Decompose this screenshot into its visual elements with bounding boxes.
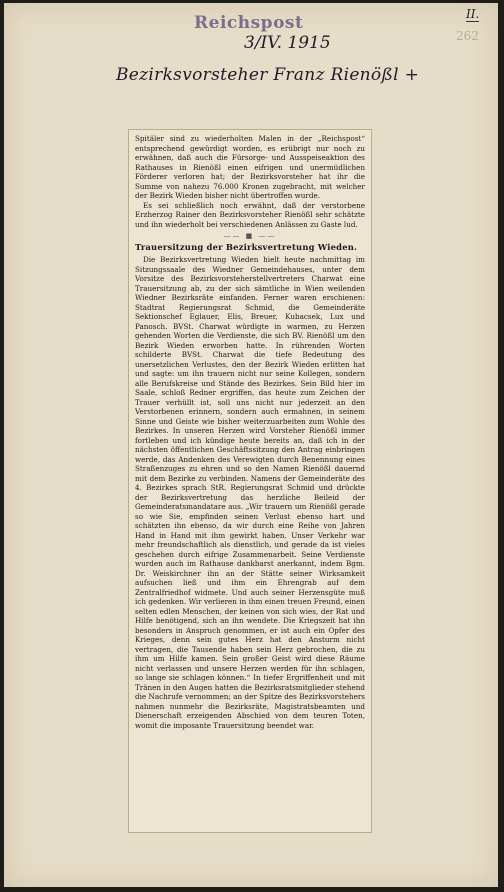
newspaper-clipping [128,129,372,833]
article-heading: Trauersitzung der Bezirksvertretung Wieden. [135,242,358,252]
archive-sheet [4,3,498,887]
section-divider: —— ■ —— [223,232,277,240]
newspaper-source-stamp: Reichspost [194,13,304,33]
handwritten-title: Bezirksvorsteher Franz Rienößl + [116,65,420,85]
article-body: Die Bezirksvertretung Wieden hielt heute nachmittag im Sitzungssaale des Wiedner Gemeindehauses, unter dem Vorsitze des Bezirksvorsteherstellvertreters Charwat eine Trauersitzung ab, zu der sich sämtliche in Wien weilenden Wiedner Bezirksräte einfanden. Ferner waren erschienen: Stadtrat Regierungsrat Schmid, die Gemeinderäte Sektionschef Eglauer, Elis, Breuer, Kubacsek, Lux und Panosch. BVSt. Charwat würdigte in warmen, zu Herzen gehenden Worten die Verdienste, die sich BV. Rienößl um den Bezirk Wieden erworben hatte. In rührenden Worten schilderte BVSt. Charwat die tiefe Bedeutung des unersetzlichen Verlustes, den der Bezirk Wieden erlitten hat und sagte: um ihn trauern nicht nur seine Kollegen, sondern alle Berufskreise und Stände des Bezirkes. Sein Bild hier im Saale, schloß Redner ergriffen, das heute zum Zeichen der Trauer verhüllt ist, soll uns nicht nur jederzeit an den Verstorbenen erinnern, sondern auch ermahnen, in seinem Sinne und Geiste wie bisher weiterzuarbeiten zum Wohle des Bezirkes. In unseren Herzen wird Vorsteher Rienößl immer fortleben und ich kündige heute bereits an, daß ich in der nächsten öffentlichen Geschäftssitzung den Antrag einbringen werde, das Andenken des Verewigten durch Benennung eines Straßenzuges zu ehren und so den Namen Rienößl dauernd mit dem Bezirke zu verbinden. Namens der Gemeinderäte des 4. Bezirkes sprach StR. Regierungsrat Schmid und drückte der Bezirksvertretung das herzliche Beileid der Gemeinderatsmandatare aus. „Wir trauern um Rienößl gerade so wie Sie, empfinden seinen Verlust ebenso hart und schätzten ihn ebenso, da wir durch eine Reihe von Jahren Hand in Hand mit ihm gewirkt haben. Unser Verkehr war mehr freundschaftlich als dienstlich, und gerade da ist vieles geschehen durch eifrige Zusammenarbeit. Seine Verdienste wurden auch im Rathause dankbarst anerkannt, indem Bgm. Dr. Weiskirchner ihn an der Stätte seiner Wirksamkeit aufsuchen ließ und ihm ein Ehrengrab auf dem Zentralfriedhof widmete. Und auch seiner Herzensgüte muß ich gedenken. Wir verlieren in ihm einen treuen Freund, einen selten edlen Menschen, der keinen von sich wies, der Rat und Hilfe benötigend, sich an ihn wendete. Die Kriegszeit hat ihn besonders in Anspruch genommen, er ist auch ein Opfer des Krieges, denn sein gutes Herz hat den Ansturm nicht vertragen, die Tausende haben sein Herz gebrochen, die zu ihm um Hilfe kamen. Sein großer Geist wird diese Räume nicht verlassen und unsere Herzen werden für ihn schlagen, so lange sie schlagen können.“ In tiefer Ergriffenheit und mit Tränen in den Augen hatten die Bezirksratsmitglieder stehend die Nachrufe vernommen; an der Spitze des Bezirksvorstehers nahmen nunmehr die Bezirksräte, Magistratsbeamten und Dienerschaft erzeigenden Abschied von dem teuren Toten, womit die imposante Trauersitzung beendet war. [135,255,365,730]
second-paragraph: Es sei schließlich noch erwähnt, daß der verstorbene Erzherzog Rainer den Bezirksvorsteher Rienößl sehr schätzte und ihn wiederholt bei verschiedenen Anlässen zu Gaste lud. [135,200,365,229]
archive-mark: II. [466,7,480,21]
intro-paragraph: Spitäler sind zu wiederholten Malen in der „Reichspost“ entsprechend gewürdigt worden, es erübrigt nur noch zu erwähnen, daß auch die Fürsorge- und Ausspeiseaktion des Rathauses in Rienößl einen eifrigen und unermüdlichen Förderer verloren hat; der Bezirksvorsteher hat ihr die Summe von nahezu 76.000 Kronen zugebracht, mit welcher der Bezirk Wieden bisher nicht übertroffen wurde. [135,134,365,200]
archive-number: 262 [456,29,479,43]
handwritten-date: 3/IV. 1915 [244,33,331,53]
